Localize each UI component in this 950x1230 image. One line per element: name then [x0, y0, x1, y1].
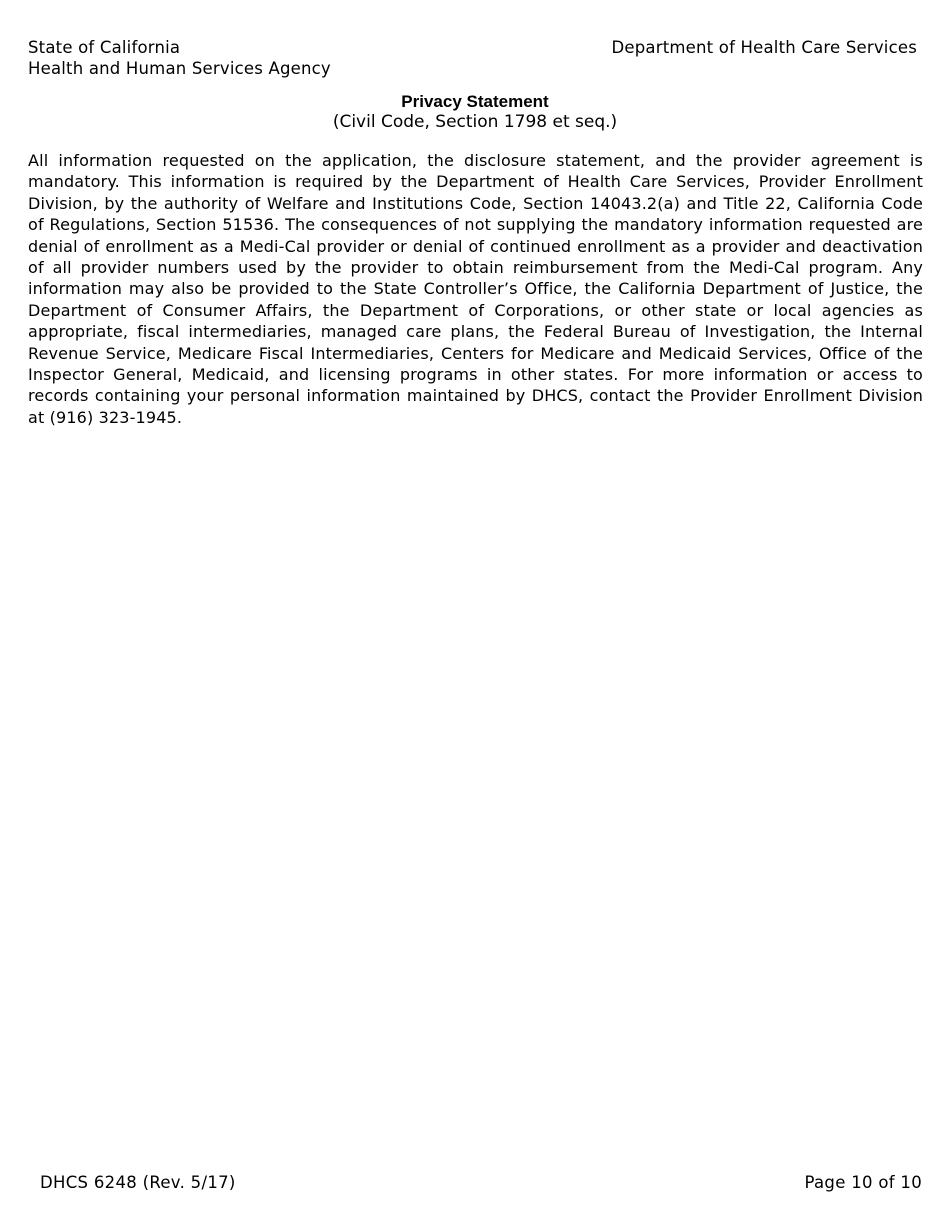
footer-form-id: DHCS 6248 (Rev. 5/17): [40, 1173, 236, 1192]
header-state: State of California: [28, 38, 181, 57]
footer-page-number: Page 10 of 10: [804, 1173, 922, 1192]
title-block: [0, 92, 950, 133]
page-title: Privacy Statement: [401, 92, 549, 111]
header-agency-name: Health and Human Services Agency: [28, 59, 331, 78]
page-subtitle: (Civil Code, Section 1798 et seq.): [332, 112, 618, 132]
header-department: Department of Health Care Services: [611, 38, 917, 57]
privacy-statement-body: All information requested on the application, the disclosure statement, and the provider agreement is mandatory. This information is required by the Department of Health Care Services, Provider Enrollment Division, by the authority of Welfare and Institutions Code, Section 14043.2(a) and Title 22, California Code of Regulations, Section 51536. The consequences of not supplying the mandatory information requested are denial of enrollment as a Medi-Cal provider or denial of continued enrollment as a provider and deactivation of all provider numbers used by the provider to obtain reimbursement from the Medi-Cal program. Any information may also be provided to the State Controller’s Office, the California Department of Justice, the Department of Consumer Affairs, the Department of Corporations, or other state or local agencies as appropriate, fiscal intermediaries, managed care plans, the Federal Bureau of Investigation, the Internal Revenue Service, Medicare Fiscal Intermediaries, Centers for Medicare and Medicaid Services, Office of the Inspector General, Medicaid, and licensing programs in other states. For more information or access to records containing your personal information maintained by DHCS, contact the Provider Enrollment Division at (916) 323-1945.: [28, 151, 923, 427]
header-agency: [28, 37, 331, 79]
